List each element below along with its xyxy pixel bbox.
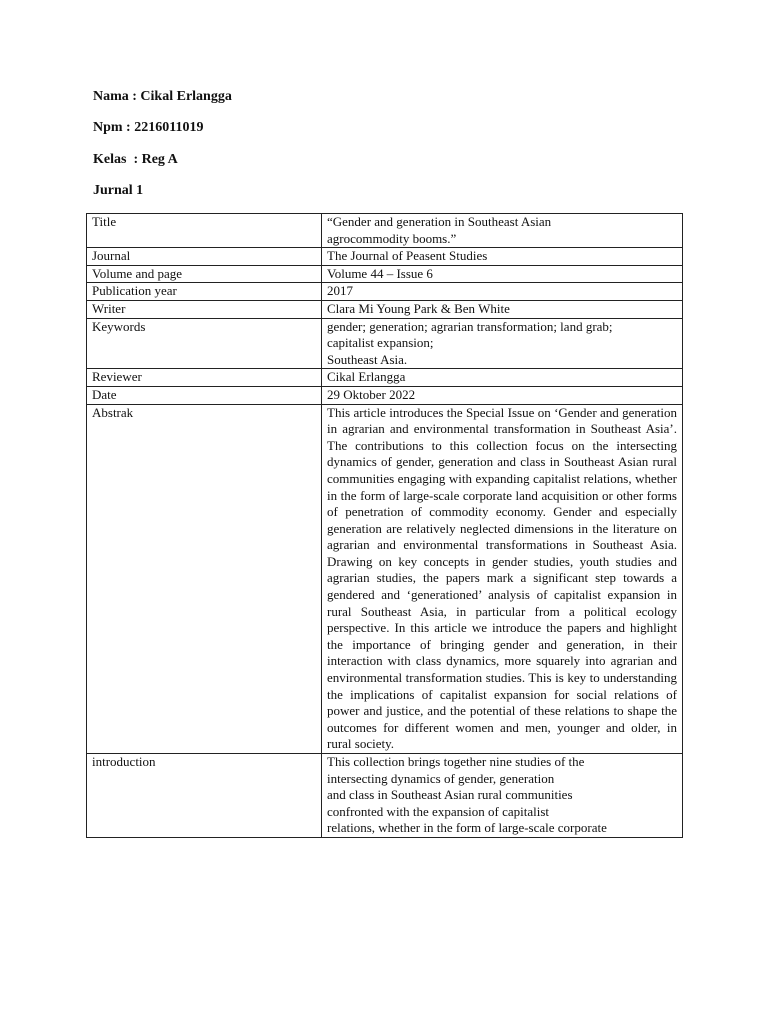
keywords-value bbox=[322, 318, 683, 369]
introduction-value bbox=[322, 754, 683, 838]
introduction-label: introduction bbox=[87, 754, 322, 838]
table-row-abstrak bbox=[87, 404, 683, 753]
date-value: 29 Oktober 2022 bbox=[322, 386, 683, 404]
date-label: Date bbox=[87, 386, 322, 404]
title-value bbox=[322, 214, 683, 248]
reviewer-value: Cikal Erlangga bbox=[322, 369, 683, 387]
introduction-line: and class in Southeast Asian rural communities bbox=[327, 787, 573, 803]
introduction-line: intersecting dynamics of gender, generation bbox=[327, 770, 555, 786]
title-line: agrocommodity booms.” bbox=[327, 230, 457, 246]
keywords-line: capitalist expansion; bbox=[327, 335, 434, 351]
student-npm: Npm : 2216011019 bbox=[93, 120, 204, 135]
table-row-journal bbox=[87, 248, 683, 266]
keywords-line: gender; generation; agrarian transformation; land grab; bbox=[327, 318, 613, 334]
journal-heading: Jurnal 1 bbox=[93, 183, 144, 198]
year-value: 2017 bbox=[322, 283, 683, 301]
introduction-line: relations, whether in the form of large-scale corporate bbox=[327, 820, 607, 836]
table-row-year bbox=[87, 283, 683, 301]
table-row-volume bbox=[87, 265, 683, 283]
table-row-writer bbox=[87, 300, 683, 318]
introduction-line: confronted with the expansion of capitalist bbox=[327, 803, 550, 819]
table-row-reviewer bbox=[87, 369, 683, 387]
keywords-label: Keywords bbox=[87, 318, 322, 369]
journal-value: The Journal of Peasent Studies bbox=[322, 248, 683, 266]
journal-label: Journal bbox=[87, 248, 322, 266]
volume-label: Volume and page bbox=[87, 265, 322, 283]
volume-value: Volume 44 – Issue 6 bbox=[322, 265, 683, 283]
abstrak-label: Abstrak bbox=[87, 404, 322, 753]
student-name: Nama : Cikal Erlangga bbox=[93, 89, 232, 104]
student-class: Kelas : Reg A bbox=[93, 152, 178, 167]
year-label: Publication year bbox=[87, 283, 322, 301]
writer-value: Clara Mi Young Park & Ben White bbox=[322, 300, 683, 318]
abstrak-value: This article introduces the Special Issue on ‘Gender and generation in agrarian and environmental transformation in Southeast Asia’. The contributions to this collection focus on the intersecting dynamics of gender, generation and class in Southeast Asian rural communities engaging with expanding capitalist relations, whether in the form of large-scale corporate land acquisition or other forms of penetration of commodity economy. Gender and especially generation are relatively neglected dimensions in the literature on agrarian and environmental transformations in Southeast Asia. Drawing on key concepts in gender studies, youth studies and agrarian studies, the papers mark a significant step towards a gendered and ‘generationed’ analysis of capitalist expansion in rural Southeast Asia, in particular from a political ecology perspective. In this article we introduce the papers and highlight the importance of bringing gender and generation, in their interaction with class dynamics, more squarely into agrarian and environmental transformation studies. This is key to understanding the implications of capitalist expansion for social relations of power and justice, and the potential of these relations to shape the outcomes for different women and men, younger and older, in rural society. bbox=[322, 404, 683, 753]
table-row-date bbox=[87, 386, 683, 404]
writer-label: Writer bbox=[87, 300, 322, 318]
introduction-line: This collection brings together nine studies of the bbox=[327, 754, 585, 769]
table-row-keywords bbox=[87, 318, 683, 369]
title-label: Title bbox=[87, 214, 322, 248]
reviewer-label: Reviewer bbox=[87, 369, 322, 387]
journal-review-table bbox=[86, 213, 683, 838]
keywords-line: Southeast Asia. bbox=[327, 351, 408, 367]
title-line: “Gender and generation in Southeast Asian bbox=[327, 214, 552, 229]
table-row-introduction bbox=[87, 754, 683, 838]
table-row-title bbox=[87, 214, 683, 248]
